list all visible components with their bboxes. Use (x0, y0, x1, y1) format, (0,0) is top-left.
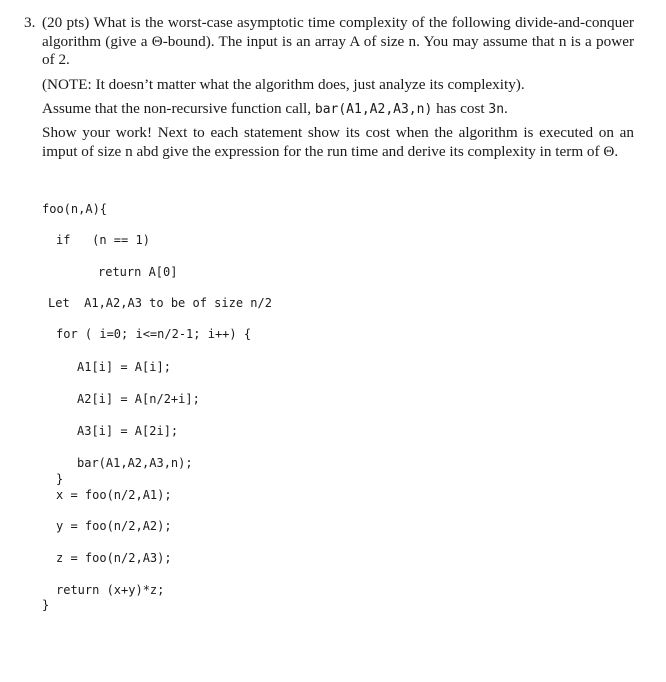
assumption-code: bar(A1,A2,A3,n) (314, 102, 433, 117)
question-assumption (42, 100, 634, 120)
code-line-if: if (n == 1) (56, 233, 150, 247)
assumption-end: . (504, 100, 508, 117)
code-line-for: for ( i=0; i<=n/2-1; i++) { (56, 327, 252, 341)
code-line-x: x = foo(n/2,A1); (56, 488, 172, 502)
assumption-prefix: Assume that the non-recursive function call, (42, 100, 315, 117)
code-line-bar: bar(A1,A2,A3,n); (77, 456, 193, 470)
code-line-function-close: } (42, 598, 50, 612)
code-line-base-return: return A[0] (98, 265, 178, 279)
question-instructions: Show your work! Next to each statement show its cost when the algorithm is executed on an imput of size n abd give the expression for the run time and derive its complexity in term of Θ. (42, 124, 634, 160)
code-line-for-close: } (56, 472, 64, 486)
code-line-a1: A1[i] = A[i]; (77, 360, 171, 374)
code-line-y: y = foo(n/2,A2); (56, 519, 172, 533)
assumption-mid: has cost (432, 100, 489, 117)
question-intro: (20 pts) What is the worst-case asymptotic time complexity of the following divide-and-conquer algorithm (give a Θ-bound). The input is an array A of size n. You may assume that n is a power of 2. (42, 14, 634, 68)
assumption-cost: 3n (488, 102, 505, 117)
code-line-return: return (x+y)*z; (56, 583, 165, 597)
question-note: (NOTE: It doesn’t matter what the algorithm does, just analyze its complexity). (42, 76, 525, 93)
question-number: 3. (24, 14, 36, 31)
code-line-function-header: foo(n,A){ (42, 202, 108, 216)
code-line-a3: A3[i] = A[2i]; (77, 424, 179, 438)
code-line-a2: A2[i] = A[n/2+i]; (77, 392, 200, 406)
code-line-let: Let A1,A2,A3 to be of size n/2 (48, 296, 272, 310)
code-line-z: z = foo(n/2,A3); (56, 551, 172, 565)
